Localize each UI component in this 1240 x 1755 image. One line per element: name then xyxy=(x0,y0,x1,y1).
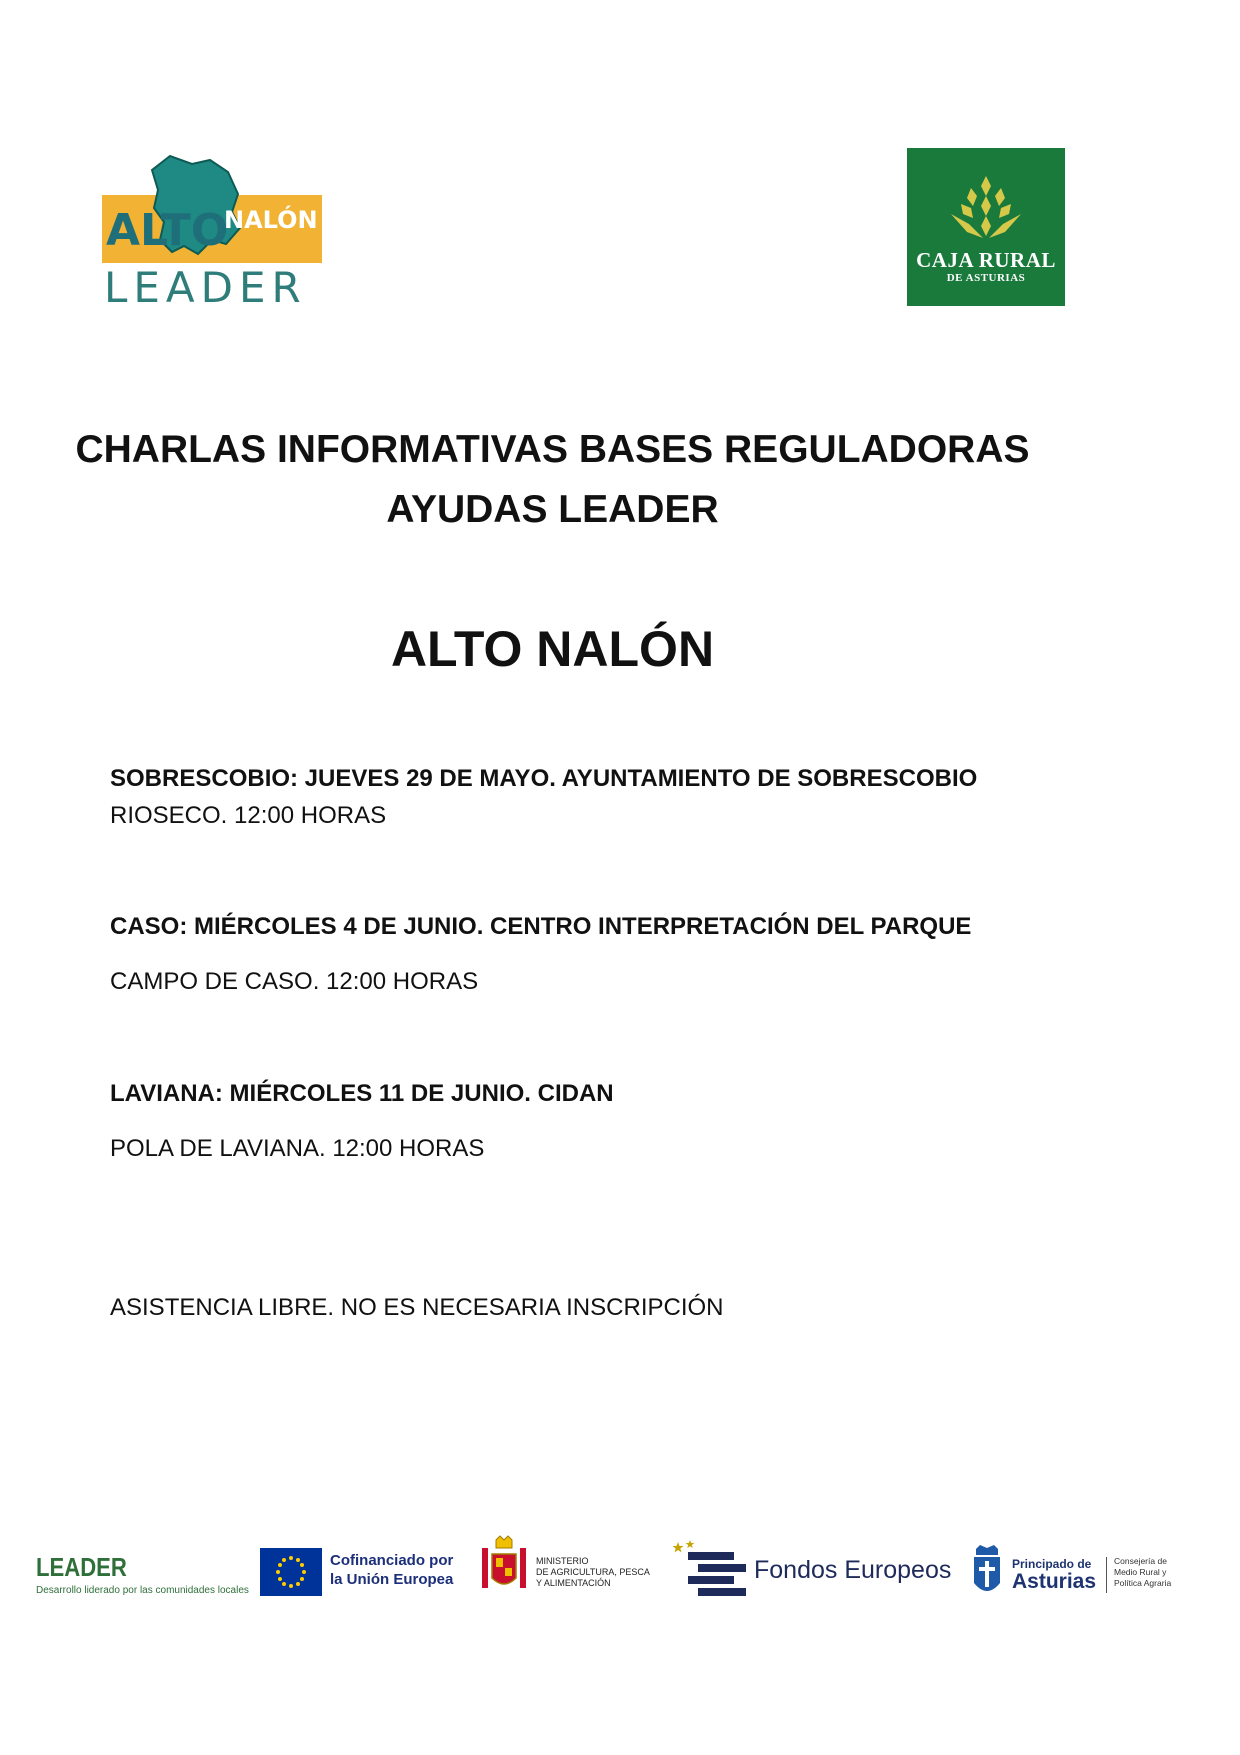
event-2-detail: CAMPO DE CASO. 12:00 HORAS xyxy=(110,968,479,995)
leader-footer-logo xyxy=(36,1552,249,1602)
attendance-note: ASISTENCIA LIBRE. NO ES NECESARIA INSCRIPCIÓN xyxy=(110,1294,724,1321)
caja-rural-name: CAJA RURAL xyxy=(916,248,1056,272)
spain-coat-of-arms-icon xyxy=(478,1534,530,1596)
ministerio-line-3: Y ALIMENTACIÓN xyxy=(536,1578,611,1588)
consejeria-line-3: Política Agraria xyxy=(1114,1578,1172,1588)
alto-word: ALTO xyxy=(106,205,229,256)
fondos-europeos-logo xyxy=(672,1538,952,1598)
event-1-heading: SOBRESCOBIO: JUEVES 29 DE MAYO. AYUNTAMIENTO DE SOBRESCOBIO xyxy=(110,765,978,792)
event-1-detail: RIOSECO. 12:00 HORAS xyxy=(110,802,387,829)
consejeria-line-1: Consejería de xyxy=(1114,1556,1167,1566)
asturias-divider xyxy=(1106,1557,1107,1593)
ministerio-line-2: DE AGRICULTURA, PESCA xyxy=(536,1567,650,1577)
fondos-stripes-icon xyxy=(672,1538,752,1598)
eu-text-line-2: la Unión Europea xyxy=(330,1571,454,1588)
subtitle: ALTO NALÓN xyxy=(390,621,715,677)
eu-flag-icon xyxy=(260,1548,322,1596)
event-3-detail: POLA DE LAVIANA. 12:00 HORAS xyxy=(110,1135,485,1162)
ministerio-logo xyxy=(478,1534,648,1598)
caja-rural-logo xyxy=(907,148,1065,306)
asturias-line-2: Asturias xyxy=(1012,1570,1097,1593)
caja-rural-sub: DE ASTURIAS xyxy=(946,272,1026,284)
leader-word: LEADER xyxy=(104,263,307,310)
asturias-crest-icon xyxy=(970,1543,1004,1601)
asturias-line-1: Principado de xyxy=(1012,1557,1092,1571)
alto-nalon-map-icon xyxy=(100,150,330,310)
event-2-heading: CASO: MIÉRCOLES 4 DE JUNIO. CENTRO INTERPRETACIÓN DEL PARQUE xyxy=(110,913,972,940)
ministerio-line-1: MINISTERIO xyxy=(536,1556,589,1566)
principado-asturias-logo xyxy=(970,1543,1200,1603)
eu-cofinanced-logo xyxy=(260,1548,460,1598)
nalon-word: NALÓN xyxy=(224,206,318,234)
leader-footer-tagline: Desarrollo liderado por las comunidades locales xyxy=(36,1585,249,1596)
wheat-icon xyxy=(941,174,1031,244)
event-3-heading: LAVIANA: MIÉRCOLES 11 DE JUNIO. CIDAN xyxy=(110,1080,614,1107)
alto-nalon-leader-logo xyxy=(100,150,330,310)
fondos-europeos-text: Fondos Europeos xyxy=(754,1556,952,1584)
title-line-2: AYUDAS LEADER xyxy=(386,488,719,531)
title-line-1: CHARLAS INFORMATIVAS BASES REGULADORAS xyxy=(75,428,1030,471)
leader-footer-title: LEADER xyxy=(36,1552,127,1582)
eu-text-line-1: Cofinanciado por xyxy=(330,1552,454,1569)
consejeria-line-2: Medio Rural y xyxy=(1114,1567,1167,1577)
